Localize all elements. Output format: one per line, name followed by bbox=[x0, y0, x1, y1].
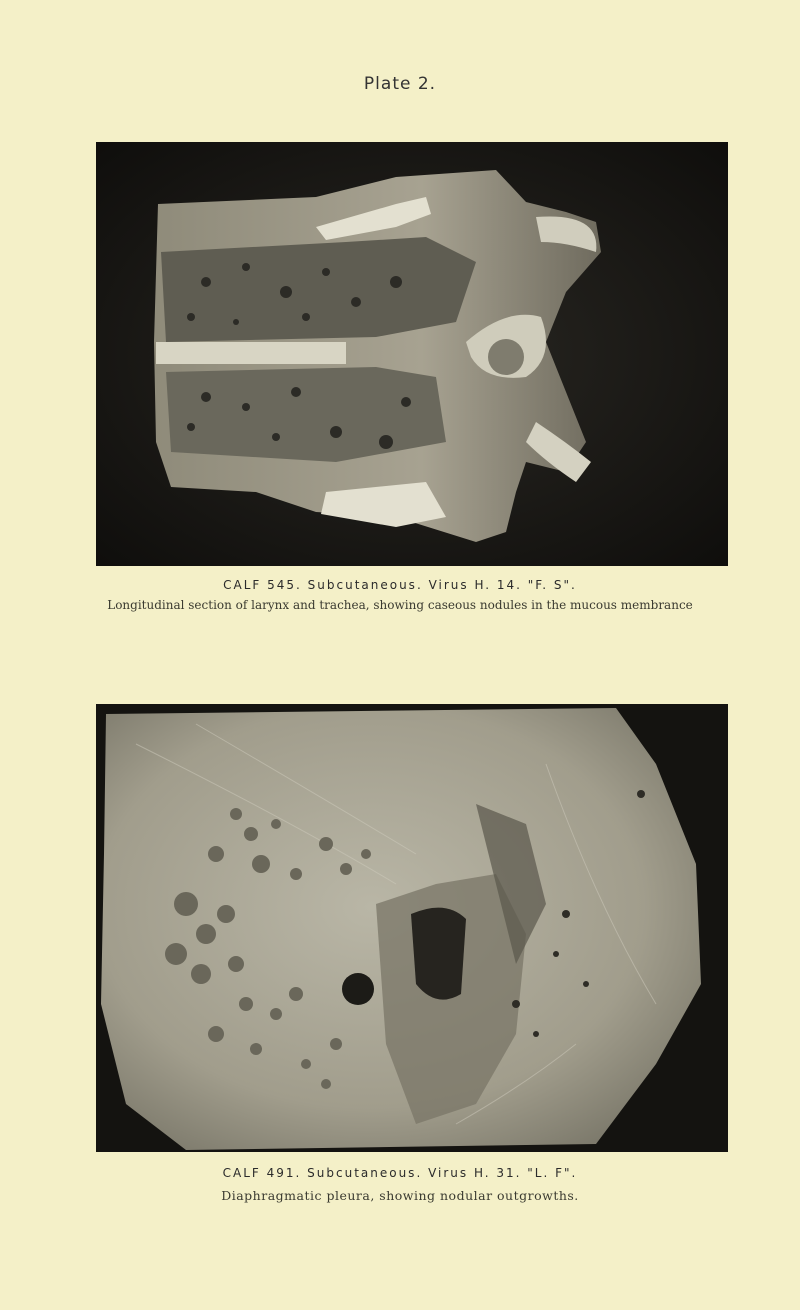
larynx-trachea-photograph bbox=[96, 142, 728, 566]
figure-1-heading: CALF 545. Subcutaneous. Virus H. 14. "F. S". bbox=[223, 578, 577, 592]
plate-title: Plate 2. bbox=[363, 74, 437, 94]
diaphragmatic-pleura-photograph bbox=[96, 704, 728, 1152]
figure-1-description: Longitudinal section of larynx and trachea, showing caseous nodules in the mucous membrance bbox=[107, 598, 693, 612]
figure-2-heading: CALF 491. Subcutaneous. Virus H. 31. "L. F". bbox=[222, 1166, 578, 1180]
figure-2-description: Diaphragmatic pleura, showing nodular outgrowths. bbox=[221, 1188, 579, 1203]
